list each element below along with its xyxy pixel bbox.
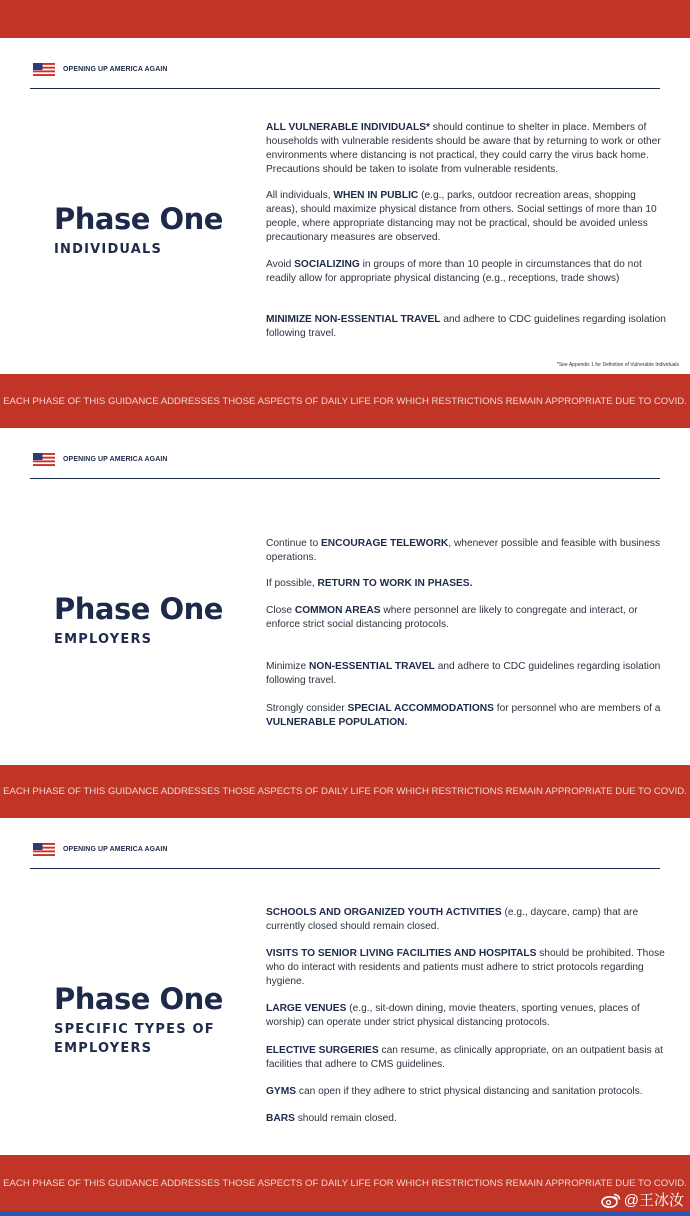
emphasis-text: NON-ESSENTIAL TRAVEL xyxy=(309,661,435,672)
guidance-paragraph: MINIMIZE NON-ESSENTIAL TRAVEL and adhere to CDC guidelines regarding isolation following travel. xyxy=(266,314,666,339)
us-flag-icon xyxy=(33,843,55,856)
guidance-paragraph: SCHOOLS AND ORGANIZED YOUTH ACTIVITIES (e.g., daycare, camp) that are currently closed should remain closed. xyxy=(266,907,639,932)
emphasis-text: MINIMIZE NON-ESSENTIAL TRAVEL xyxy=(266,314,441,325)
slide-specific-employers xyxy=(0,818,690,1155)
guidance-paragraph: All individuals, WHEN IN PUBLIC (e.g., parks, outdoor recreation areas, shopping areas), should maximize physical distance from others. Social settings of more than 10 people, where appropriate distancing may not be practical, should be avoided unless precautionary measures are observed. xyxy=(266,190,657,243)
us-flag-icon xyxy=(33,453,55,466)
phase-subtitle-line: EMPLOYERS xyxy=(54,1041,153,1056)
emphasis-text: COMMON AREAS xyxy=(294,605,381,616)
top-red-band xyxy=(0,0,690,38)
watermark-text: @王冰汝 xyxy=(623,1192,684,1209)
weibo-icon xyxy=(601,1192,621,1208)
guidance-paragraph: ELECTIVE SURGERIES can resume, as clinically appropriate, on an outpatient basis at facilities that adhere to CMS guidelines. xyxy=(266,1045,663,1070)
header-rule xyxy=(30,478,660,479)
emphasis-text: SOCIALIZING xyxy=(294,259,360,270)
phase-subtitle-line: SPECIFIC TYPES OF xyxy=(54,1022,215,1037)
guidance-paragraph: If possible, RETURN TO WORK IN PHASES. xyxy=(266,578,473,589)
phase-subtitle: INDIVIDUALS xyxy=(54,242,163,257)
phase-title: Phase One xyxy=(54,202,223,236)
guidance-banner xyxy=(0,765,690,818)
us-flag-icon xyxy=(33,63,55,76)
emphasis-text: ELECTIVE SURGERIES xyxy=(266,1045,379,1056)
guidance-paragraph: VISITS TO SENIOR LIVING FACILITIES AND HOSPITALS should be prohibited. Those who do interact with residents and patients must adhere to strict protocols regarding hygiene. xyxy=(266,948,665,987)
guidance-paragraph: BARS should remain closed. xyxy=(266,1113,397,1124)
banner-text: EACH PHASE OF THIS GUIDANCE ADDRESSES THOSE ASPECTS OF DAILY LIFE FOR WHICH RESTRICTIONS REMAIN APPROPRIATE DUE TO COVID. xyxy=(3,1177,687,1189)
emphasis-text: WHEN IN PUBLIC xyxy=(333,190,419,201)
header-rule xyxy=(30,868,660,869)
slide-header xyxy=(33,453,168,466)
banner-text: EACH PHASE OF THIS GUIDANCE ADDRESSES THOSE ASPECTS OF DAILY LIFE FOR WHICH RESTRICTIONS REMAIN APPROPRIATE DUE TO COVID. xyxy=(3,786,687,797)
emphasis-text: ENCOURAGE TELEWORK xyxy=(320,538,449,549)
phase-subtitle xyxy=(54,1020,223,1058)
guidance-paragraph: Strongly consider SPECIAL ACCOMMODATIONS for personnel who are members of a VULNERABLE POPULATION. xyxy=(266,703,661,728)
emphasis-text: VISITS TO SENIOR LIVING FACILITIES AND HOSPITALS xyxy=(266,948,537,959)
emphasis-text: SCHOOLS AND ORGANIZED YOUTH ACTIVITIES xyxy=(266,907,502,918)
header-label: OPENING UP AMERICA AGAIN xyxy=(63,66,168,73)
phase-title: Phase One xyxy=(54,982,223,1016)
slide-employers xyxy=(0,428,690,765)
emphasis-text: GYMS xyxy=(266,1086,297,1097)
phase-subtitle: EMPLOYERS xyxy=(54,632,153,647)
slide-header xyxy=(33,63,168,76)
phase-heading xyxy=(54,592,223,649)
emphasis-text: VULNERABLE POPULATION. xyxy=(266,717,408,728)
emphasis-text: LARGE VENUES xyxy=(266,1003,347,1014)
phase-heading xyxy=(54,202,223,259)
guidance-paragraph: Minimize NON-ESSENTIAL TRAVEL and adhere to CDC guidelines regarding isolation following travel. xyxy=(266,661,661,686)
header-rule xyxy=(30,88,660,89)
guidance-paragraph: Continue to ENCOURAGE TELEWORK, whenever possible and feasible with business operations. xyxy=(266,538,661,563)
banner-text: EACH PHASE OF THIS GUIDANCE ADDRESSES THOSE ASPECTS OF DAILY LIFE FOR WHICH RESTRICTIONS REMAIN APPROPRIATE DUE TO COVID. xyxy=(3,395,687,407)
emphasis-text: ALL VULNERABLE INDIVIDUALS* xyxy=(266,122,430,133)
emphasis-text: SPECIAL ACCOMMODATIONS xyxy=(347,703,494,714)
guidance-banner xyxy=(0,1155,690,1211)
guidance-paragraph: Avoid SOCIALIZING in groups of more than 10 people in circumstances that do not readily allow for appropriate physical distancing (e.g., receptions, trade shows) xyxy=(266,259,642,284)
slide-header xyxy=(33,843,168,856)
guidance-paragraph: Close COMMON AREAS where personnel are likely to congregate and interact, or enforce strict social distancing protocols. xyxy=(266,605,638,630)
guidance-banner xyxy=(0,374,690,428)
header-label: OPENING UP AMERICA AGAIN xyxy=(63,846,168,853)
slide-individuals xyxy=(0,38,690,374)
header-label: OPENING UP AMERICA AGAIN xyxy=(63,456,168,463)
guidance-paragraph: ALL VULNERABLE INDIVIDUALS* should continue to shelter in place. Members of households with vulnerable residents should be aware that by returning to work or other environments where distancing is not practical, they could carry the virus back home. Precautions should be taken to isolate from vulnerable residents. xyxy=(266,122,661,175)
phase-title: Phase One xyxy=(54,592,223,626)
footnote: *See Appendix 1 for Definition of Vulnerable Individuals xyxy=(556,362,679,368)
phase-heading xyxy=(54,982,223,1058)
guidance-paragraph: GYMS can open if they adhere to strict physical distancing and sanitation protocols. xyxy=(266,1086,643,1097)
watermark xyxy=(601,1189,684,1210)
emphasis-text: RETURN TO WORK IN PHASES. xyxy=(317,578,473,589)
guidance-paragraph: LARGE VENUES (e.g., sit-down dining, movie theaters, sporting venues, places of worship) can operate under strict physical distancing protocols. xyxy=(266,1003,640,1028)
bottom-blue-bar xyxy=(0,1211,690,1216)
emphasis-text: BARS xyxy=(266,1113,295,1124)
